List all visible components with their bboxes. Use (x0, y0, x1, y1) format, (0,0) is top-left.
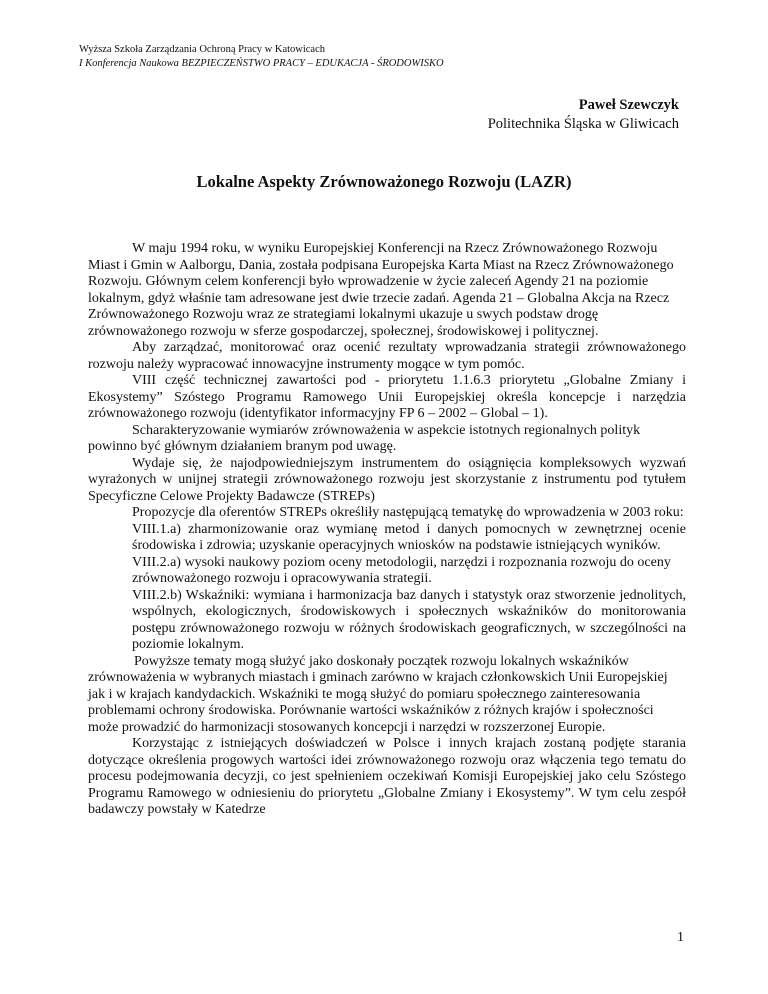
paragraph: Aby zarządzać, monitorować oraz ocenić rezultaty wprowadzania strategii zrównoważonego rozwoju należy wypracować innowacyjne instrumenty mogące w tym pomóc. (88, 340, 686, 372)
body-text (88, 241, 686, 819)
header-institution: Wyższa Szkoła Zarządzania Ochroną Pracy w Katowicach (79, 44, 325, 55)
paragraph: Powyższe tematy mogą służyć jako doskonały początek rozwoju lokalnych wskaźników zrównoważenia w wybranych miastach i gminach zarówno w krajach członkowskich Unii Europejskiej jak i w krajach kandydackich. Wskaźniki te mogą służyć do pomiaru społecznego zainteresowania problemami ochrony środowiska. Porównanie wartości wskaźników z różnych krajów i społeczności może prowadzić do harmonizacji stosowanych koncepcji i narzędzi w rozszerzonej Europie. (88, 653, 668, 735)
paragraph: Wydaje się, że najodpowiedniejszym instrumentem do osiągnięcia kompleksowych wyzwań wyrażonych w unijnej strategii zrównoważonego rozwoju jest skorzystanie z instrumentu pod tytułem Specyficzne Celowe Projekty Badawcze (STREPs) (88, 455, 686, 504)
paragraph: Propozycje dla oferentów STREPs określiły następującą tematykę do wprowadzenia w 2003 roku: (132, 505, 684, 520)
paper-title: Lokalne Aspekty Zrównoważonego Rozwoju (LAZR) (196, 172, 572, 191)
paragraph: Scharakteryzowanie wymiarów zrównoważenia w aspekcie istotnych regionalnych polityk powinno być głównym działaniem branym pod uwagę. (88, 422, 641, 454)
paragraph: VIII część technicznej zawartości pod - priorytetu 1.1.6.3 priorytetu „Globalne Zmiany i Ekosystemy” Szóstego Programu Ramowego Unii Europejskiej określa koncepcje i narzędzia zrównoważonego rozwoju (identyfikator informacyjny FP 6 – 2002 – Global – 1). (88, 373, 686, 421)
list-item: VIII.2.a) wysoki naukowy poziom oceny metodologii, narzędzi i rozpoznania rozwoju do oceny zrównoważonego rozwoju i opracowywania strategii. (132, 554, 671, 586)
header-conference: I Konferencja Naukowa BEZPIECZEŃSTWO PRACY – EDUKACJA - ŚRODOWISKO (79, 58, 444, 69)
author-block (488, 96, 679, 134)
paragraph: W maju 1994 roku, w wyniku Europejskiej Konferencji na Rzecz Zrównoważonego Rozwoju Miast i Gmin w Aalborgu, Dania, została podpisana Europejska Karta Miast na Rzecz Zrównoważonego Rozwoju. Głównym celem konferencji było wprowadzenie w życie zaleceń Agendy 21 na poziomie lokalnym, gdyż właśnie tam adresowane jest dwie trzecie zadań. Agenda 21 – Globalna Akcja na Rzecz Zrównoważonego Rozwoju wraz ze strategiami lokalnymi ukazuje u swych podstaw drogę zrównoważonego rozwoju w sferze gospodarczej, społecznej, środowiskowej i politycznej. (88, 241, 674, 339)
author-affiliation: Politechnika Śląska w Gliwicach (487, 116, 679, 132)
list-item: VIII.1.a) zharmonizowanie oraz wymianę metod i danych pomocnych w zewnętrznej ocenie środowiska i zdrowia; uzyskanie operacyjnych wniosków na podstawie istniejących wyników. (132, 521, 686, 553)
page-number: 1 (677, 930, 684, 945)
paragraph: Korzystając z istniejących doświadczeń w Polsce i innych krajach zostaną podjęte starania dotyczące określenia progowych wartości idei zrównoważonego rozwoju oraz włączenia tego tematu do procesu podejmowania decyzji, co jest spełnieniem oczekiwań Komisji Europejskiej jako celu Szóstego Programu Ramowego w odniesieniu do priorytetu „Globalne Zmiany i Ekosystemy”. W tym celu zespół badawczy powstały w Katedrze (88, 736, 686, 817)
author-name: Paweł Szewczyk (578, 97, 679, 113)
running-header (79, 43, 444, 71)
list-item: VIII.2.b) Wskaźniki: wymiana i harmonizacja baz danych i statystyk oraz stworzenie jednolitych, wspólnych, ekologicznych, środowiskowych i społecznych wskaźników do monitorowania postępu zrównoważonego rozwoju w różnych środowiskach geograficznych, w szczególności na poziomie lokalnym. (132, 587, 686, 652)
